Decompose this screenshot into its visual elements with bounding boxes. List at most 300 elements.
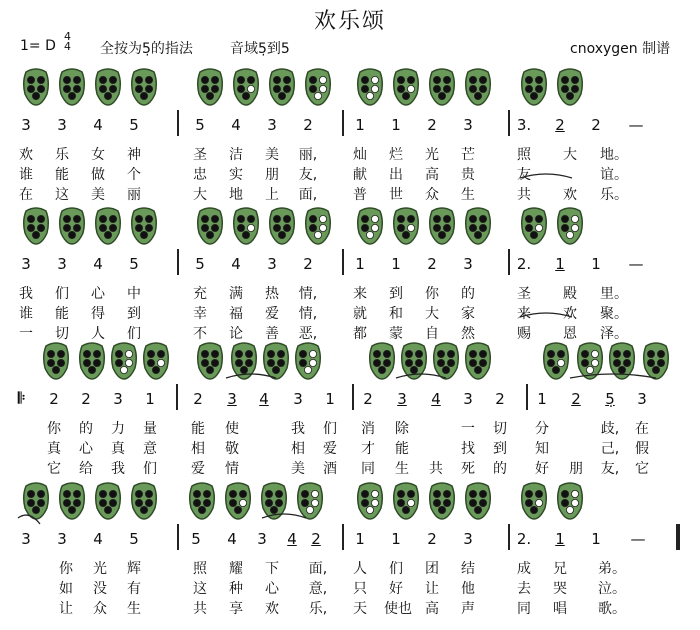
lyric-syllable: 酒 [323, 461, 337, 477]
lyric-syllable: 论 [229, 326, 243, 342]
lyric-syllable: 殿 [563, 286, 577, 302]
barline [526, 384, 528, 410]
ocarina-fingering-icon [232, 207, 260, 245]
lyric-syllable: 热 [265, 286, 279, 302]
lyric-syllable: 爱 [191, 461, 205, 477]
lyric-syllable: 能 [55, 167, 69, 183]
note: 2 [427, 116, 437, 134]
note: 2 [81, 390, 91, 408]
lyric-syllable: 耀 [229, 561, 243, 577]
lyric-syllable: 光 [425, 147, 439, 163]
lyric-syllable: 好 [389, 581, 403, 597]
lyric-syllable: 朋 [569, 461, 583, 477]
lyric-syllable: 里。 [600, 286, 628, 302]
ocarina-fingering-icon [22, 68, 50, 106]
note: 1 [555, 530, 565, 548]
ocarina-fingering-icon [78, 342, 106, 380]
note: 4 [259, 390, 269, 408]
lyric-syllable: 洁 [229, 147, 243, 163]
lyric-syllable: 福 [229, 306, 243, 322]
lyric-syllable: 我 [291, 421, 305, 437]
lyric-syllable: 情, [298, 306, 318, 322]
ocarina-fingering-icon [432, 342, 460, 380]
note: 2. [516, 255, 532, 273]
lyric-syllable: 情 [225, 461, 239, 477]
lyric-syllable: 生 [461, 187, 475, 203]
lyric-syllable: 能 [395, 441, 409, 457]
lyric-syllable: 世 [389, 187, 403, 203]
note: 4 [431, 390, 441, 408]
key-signature: 1= D [20, 38, 56, 54]
lyric-syllable: 这 [55, 187, 69, 203]
author-credit: cnoxygen 制谱 [570, 41, 671, 57]
lyric-syllable: 面, [308, 561, 328, 577]
ocarina-fingering-icon [520, 207, 548, 245]
note: 2 [303, 255, 313, 273]
ocarina-fingering-icon [642, 342, 670, 380]
lyric-line [0, 144, 700, 164]
score-system [0, 68, 700, 213]
lyric-syllable: 谁 [19, 167, 33, 183]
note: 3 [293, 390, 303, 408]
page-title: 欢乐颂 [313, 9, 386, 34]
lyric-syllable: 成 [517, 561, 531, 577]
ocarina-fingering-icon [304, 68, 332, 106]
note: 3 [57, 255, 67, 273]
lyric-line [0, 283, 700, 303]
ocarina-fingering-icon [356, 207, 384, 245]
barline [342, 524, 344, 550]
ocarina-fingering-icon [188, 482, 216, 520]
lyric-syllable: 的 [79, 421, 93, 437]
lyric-syllable: 团 [425, 561, 439, 577]
ocarina-fingering-icon [268, 207, 296, 245]
note: 2 [555, 116, 565, 134]
lyric-syllable: 献 [353, 167, 367, 183]
lyric-syllable: 得 [91, 306, 105, 322]
ocarina-fingering-icon [262, 342, 290, 380]
note: 1 [355, 255, 365, 273]
lyric-syllable: 恶, [298, 326, 318, 342]
lyric-syllable: 能 [55, 306, 69, 322]
lyric-syllable: 众 [425, 187, 439, 203]
lyric-syllable: 找 [461, 441, 475, 457]
ocarina-fingering-icon [520, 68, 548, 106]
lyric-syllable: 美 [291, 461, 305, 477]
note: 3 [463, 255, 473, 273]
lyric-syllable: 灿 [353, 147, 367, 163]
lyric-syllable: 高 [425, 167, 439, 183]
lyric-syllable: 己, [600, 441, 620, 457]
note: 4 [287, 530, 297, 548]
lyric-syllable: 来 [353, 286, 367, 302]
ocarina-fingering-icon [196, 207, 224, 245]
note: 1 [145, 390, 155, 408]
lyric-syllable: 同 [361, 461, 375, 477]
note-row [0, 116, 700, 138]
lyric-syllable: 欢 [19, 147, 33, 163]
ocarina-fingering-icon [464, 342, 492, 380]
lyric-syllable: 泽。 [600, 326, 628, 342]
score-header [12, 30, 692, 60]
lyric-syllable: 种 [229, 581, 243, 597]
ocarina-fingering-icon [520, 482, 548, 520]
lyric-syllable: 们 [127, 326, 141, 342]
ocarina-fingering-icon [542, 342, 570, 380]
barline [177, 524, 179, 550]
note: 5 [129, 530, 139, 548]
ocarina-fingering-icon [392, 207, 420, 245]
lyric-syllable: 乐 [55, 147, 69, 163]
barline [508, 249, 510, 275]
note: 3 [463, 116, 473, 134]
lyric-syllable: 家 [461, 306, 475, 322]
lyric-syllable: 生 [395, 461, 409, 477]
lyric-syllable: 自 [425, 326, 439, 342]
lyric-syllable: 照 [517, 147, 531, 163]
lyric-syllable: 敬 [225, 441, 239, 457]
note: 1 [355, 530, 365, 548]
lyric-syllable: 中 [127, 286, 141, 302]
ocarina-fingering-icon [556, 68, 584, 106]
ocarina-fingering-icon [392, 482, 420, 520]
lyric-syllable: 友, [600, 461, 620, 477]
lyric-syllable: 唱 [553, 601, 567, 617]
lyric-syllable: 到 [493, 441, 507, 457]
lyric-syllable: 忠 [193, 167, 207, 183]
barline [352, 384, 354, 410]
ocarina-fingering-icon [556, 482, 584, 520]
lyric-syllable: 们 [389, 561, 403, 577]
barline [342, 110, 344, 136]
lyric-syllable: 欢 [563, 187, 577, 203]
lyric-syllable: 享 [229, 601, 243, 617]
note: 2 [311, 530, 321, 548]
lyric-syllable: 知 [535, 441, 549, 457]
lyric-syllable: 使也 [384, 601, 412, 617]
lyric-syllable: 同 [517, 601, 531, 617]
ocarina-fingering-icon [428, 482, 456, 520]
lyric-syllable: 善 [265, 326, 279, 342]
note: 2 [193, 390, 203, 408]
lyric-line [0, 303, 700, 323]
lyric-syllable: 高 [425, 601, 439, 617]
barline [342, 249, 344, 275]
note: 3. [516, 116, 532, 134]
lyric-syllable: 们 [143, 461, 157, 477]
lyric-syllable: 才 [361, 441, 375, 457]
lyric-syllable: 只 [353, 581, 367, 597]
lyric-syllable: 丽 [127, 187, 141, 203]
ocarina-fingering-icon [94, 207, 122, 245]
ocarina-fingering-icon [356, 68, 384, 106]
lyric-syllable: 它 [47, 461, 61, 477]
ocarina-fingering-icon [22, 482, 50, 520]
lyric-syllable: 这 [193, 581, 207, 597]
note: 3 [227, 390, 237, 408]
repeat-sign: 𝄆 [18, 389, 26, 407]
note: 3 [637, 390, 647, 408]
note: 3 [267, 116, 277, 134]
barline [508, 524, 510, 550]
ocarina-fingering-icon [464, 207, 492, 245]
ocarina-fingering-icon [58, 207, 86, 245]
lyric-syllable: 辉 [127, 561, 141, 577]
note: 2. [516, 530, 532, 548]
ocarina-fingering-icon [110, 342, 138, 380]
lyric-syllable: 如 [59, 581, 73, 597]
lyric-syllable: 谊。 [600, 167, 628, 183]
ocarina-fingering-icon [268, 68, 296, 106]
lyric-syllable: 大 [193, 187, 207, 203]
lyric-syllable: 兄 [553, 561, 567, 577]
lyric-syllable: 爱 [323, 441, 337, 457]
lyric-syllable: 神 [127, 147, 141, 163]
lyric-syllable: 一 [19, 326, 33, 342]
lyric-syllable: 赐 [517, 326, 531, 342]
note: 2 [591, 116, 601, 134]
ocarina-fingering-icon [58, 482, 86, 520]
lyric-syllable: 普 [353, 187, 367, 203]
ocarina-fingering-icon [356, 482, 384, 520]
note: 1 [355, 116, 365, 134]
note: 5̣ [605, 390, 615, 408]
lyric-syllable: 都 [353, 326, 367, 342]
note: 2 [49, 390, 59, 408]
note: 4 [231, 116, 241, 134]
lyric-syllable: 们 [55, 286, 69, 302]
lyric-syllable: 量 [143, 421, 157, 437]
note: 5 [191, 530, 201, 548]
lyric-syllable: 好 [535, 461, 549, 477]
lyric-line [0, 323, 700, 343]
lyric-syllable: 美 [265, 147, 279, 163]
note: — [628, 255, 644, 273]
lyric-syllable: 女 [91, 147, 105, 163]
lyric-syllable: 消 [361, 421, 375, 437]
note: 4 [227, 530, 237, 548]
lyric-syllable: 不 [193, 326, 207, 342]
note: — [630, 530, 646, 548]
lyric-syllable: 大 [563, 147, 577, 163]
lyric-syllable: 的 [493, 461, 507, 477]
note: 3 [57, 530, 67, 548]
ocarina-fingering-icon [464, 68, 492, 106]
lyric-syllable: 真 [111, 441, 125, 457]
note: 5 [195, 116, 205, 134]
lyric-syllable: 到 [127, 306, 141, 322]
lyric-syllable: 意, [308, 581, 328, 597]
lyric-syllable: 歌。 [598, 601, 626, 617]
ocarina-fingering-icon [94, 482, 122, 520]
lyric-syllable: 人 [353, 561, 367, 577]
note: 5 [129, 255, 139, 273]
ocarina-fingering-icon [260, 482, 288, 520]
lyric-syllable: 圣 [193, 147, 207, 163]
note-row [0, 255, 700, 277]
lyric-syllable: 有 [127, 581, 141, 597]
lyric-syllable: 心 [79, 441, 93, 457]
ocarina-fingering-icon [58, 68, 86, 106]
lyric-syllable: 使 [225, 421, 239, 437]
note: 2 [571, 390, 581, 408]
fingering-note: 全按为5̣的指法 [100, 41, 193, 57]
note: 3 [21, 530, 31, 548]
note: 3 [463, 390, 473, 408]
barline [177, 110, 179, 136]
range-note: 音域5̣到5 [230, 41, 290, 57]
lyric-syllable: 乐, [308, 601, 328, 617]
lyric-line [0, 578, 700, 598]
lyric-syllable: 欢 [563, 306, 577, 322]
ocarina-fingering-icon [230, 342, 258, 380]
lyric-syllable: 你 [59, 561, 73, 577]
lyric-syllable: 恩 [563, 326, 577, 342]
ocarina-fingering-icon [304, 207, 332, 245]
note: 3 [21, 255, 31, 273]
ocarina-fingering-icon [576, 342, 604, 380]
lyric-syllable: 个 [127, 167, 141, 183]
note: 1 [591, 255, 601, 273]
lyric-syllable: 出 [389, 167, 403, 183]
note: 3 [21, 116, 31, 134]
note: 4 [231, 255, 241, 273]
lyric-syllable: 泣。 [598, 581, 626, 597]
lyric-syllable: 充 [193, 286, 207, 302]
lyric-syllable: 分 [535, 421, 549, 437]
note: 4 [93, 116, 103, 134]
note: 2 [363, 390, 373, 408]
note: 1 [325, 390, 335, 408]
ocarina-fingering-icon [196, 342, 224, 380]
lyric-syllable: 贵 [461, 167, 475, 183]
ocarina-fingering-icon [130, 207, 158, 245]
lyric-syllable: 相 [291, 441, 305, 457]
lyric-syllable: 一 [461, 421, 475, 437]
time-signature: 4 4 [64, 30, 71, 53]
lyric-syllable: 天 [353, 601, 367, 617]
ocarina-fingering-icon [196, 68, 224, 106]
ocarina-fingering-icon [296, 482, 324, 520]
lyric-syllable: 蒙 [389, 326, 403, 342]
lyric-syllable: 就 [353, 306, 367, 322]
ocarina-fingering-icon [224, 482, 252, 520]
lyric-syllable: 照 [193, 561, 207, 577]
lyric-syllable: 实 [229, 167, 243, 183]
ocarina-fingering-icon [232, 68, 260, 106]
ocarina-fingering-icon [400, 342, 428, 380]
lyric-syllable: 爱 [265, 306, 279, 322]
lyric-syllable: 聚。 [600, 306, 628, 322]
lyric-syllable: 然 [461, 326, 475, 342]
note: 4 [93, 255, 103, 273]
lyric-syllable: 满 [229, 286, 243, 302]
lyric-syllable: 们 [323, 421, 337, 437]
lyric-syllable: 切 [55, 326, 69, 342]
note: 1 [555, 255, 565, 273]
lyric-syllable: 面, [298, 187, 318, 203]
lyric-syllable: 让 [425, 581, 439, 597]
note: 2 [427, 530, 437, 548]
lyric-syllable: 没 [93, 581, 107, 597]
lyric-syllable: 友, [298, 167, 318, 183]
lyric-syllable: 假 [635, 441, 649, 457]
lyric-syllable: 上 [265, 187, 279, 203]
lyric-syllable: 真 [47, 441, 61, 457]
lyric-syllable: 地。 [600, 147, 628, 163]
lyric-syllable: 到 [389, 286, 403, 302]
note: 5 [129, 116, 139, 134]
note: 1 [391, 116, 401, 134]
lyric-syllable: 它 [635, 461, 649, 477]
lyric-syllable: 相 [191, 441, 205, 457]
lyric-syllable: 在 [635, 421, 649, 437]
ocarina-fingering-icon [130, 68, 158, 106]
lyric-syllable: 的 [461, 286, 475, 302]
lyric-syllable: 歧, [600, 421, 620, 437]
ocarina-fingering-icon [428, 68, 456, 106]
note: 4 [93, 530, 103, 548]
lyric-syllable: 丽, [298, 147, 318, 163]
lyric-syllable: 做 [91, 167, 105, 183]
lyric-syllable: 让 [59, 601, 73, 617]
ocarina-fingering-icon [368, 342, 396, 380]
note: 1 [591, 530, 601, 548]
lyric-syllable: 人 [91, 326, 105, 342]
lyric-syllable: 结 [461, 561, 475, 577]
note: 1 [391, 530, 401, 548]
ocarina-fingering-icon [608, 342, 636, 380]
lyric-line [0, 418, 700, 438]
lyric-line [0, 164, 700, 184]
lyric-syllable: 他 [461, 581, 475, 597]
ocarina-fingering-icon [94, 68, 122, 106]
lyric-syllable: 朋 [265, 167, 279, 183]
lyric-syllable: 去 [517, 581, 531, 597]
barline [508, 110, 510, 136]
lyric-syllable: 声 [461, 601, 475, 617]
ocarina-fingering-icon [294, 342, 322, 380]
note-row [0, 390, 700, 412]
note: 1 [391, 255, 401, 273]
lyric-line [0, 598, 700, 618]
lyric-syllable: 我 [19, 286, 33, 302]
ocarina-fingering-icon [42, 342, 70, 380]
score-system [0, 482, 700, 627]
ocarina-fingering-icon [428, 207, 456, 245]
note-row [0, 530, 700, 552]
lyric-syllable: 切 [493, 421, 507, 437]
lyric-syllable: 你 [425, 286, 439, 302]
lyric-syllable: 共 [193, 601, 207, 617]
lyric-syllable: 你 [47, 421, 61, 437]
lyric-syllable: 弟。 [598, 561, 626, 577]
lyric-syllable: 众 [93, 601, 107, 617]
lyric-syllable: 欢 [265, 601, 279, 617]
note: 3 [267, 255, 277, 273]
lyric-syllable: 光 [93, 561, 107, 577]
lyric-syllable: 和 [389, 306, 403, 322]
lyric-syllable: 美 [91, 187, 105, 203]
lyric-syllable: 友 [517, 167, 531, 183]
note: 3 [397, 390, 407, 408]
note: 3 [113, 390, 123, 408]
note: 2 [427, 255, 437, 273]
score-system [0, 342, 700, 487]
lyric-syllable: 共 [517, 187, 531, 203]
lyric-syllable: 乐。 [600, 187, 628, 203]
lyric-syllable: 地 [229, 187, 243, 203]
